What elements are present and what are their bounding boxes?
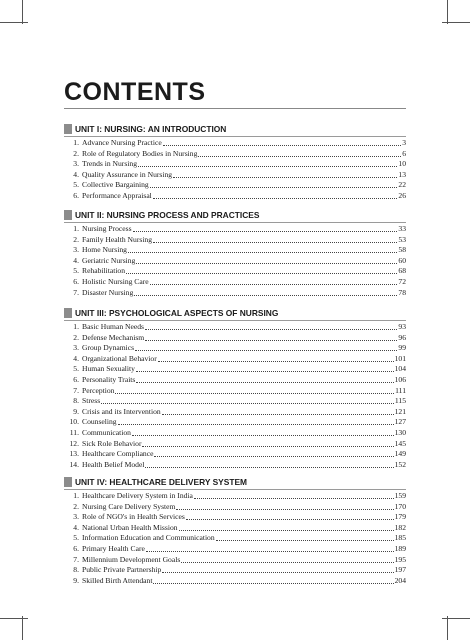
entry-title: Healthcare Delivery System in India: [82, 491, 193, 500]
unit-title: UNIT I: NURSING: AN INTRODUCTION: [75, 124, 227, 134]
entry-title: Sick Role Behavior: [82, 438, 142, 448]
toc-entry[interactable]: [64, 502, 406, 513]
toc-entry[interactable]: [64, 449, 406, 460]
entry-page-number: 159: [394, 491, 406, 500]
entry-title: Primary Health Care: [82, 544, 145, 553]
toc-entry[interactable]: [64, 523, 406, 534]
dot-leader: [142, 439, 393, 447]
crop-mark-top-right-v: [447, 0, 448, 24]
dot-leader: [153, 576, 393, 584]
entry-title: Trends in Nursing: [82, 159, 137, 169]
entry-number: 1.: [73, 138, 79, 147]
entry-page-number: 93: [398, 322, 406, 331]
entry-page-number: 121: [394, 406, 406, 416]
entry-number: 5.: [73, 364, 79, 374]
unit-marker-icon: [64, 210, 72, 220]
dot-leader: [153, 191, 398, 199]
toc-entry[interactable]: [64, 180, 406, 191]
toc-entry[interactable]: [64, 491, 406, 502]
unit-header: [64, 307, 406, 319]
entry-title: Holistic Nursing Care: [82, 277, 149, 286]
entry-title: Disaster Nursing: [82, 287, 134, 297]
dot-leader: [150, 180, 398, 188]
entry-title: Stress: [82, 396, 101, 406]
entry-number: 6.: [73, 375, 79, 384]
entry-title: Counseling: [82, 417, 117, 427]
toc-entry[interactable]: [64, 544, 406, 555]
unit-section: [64, 123, 406, 200]
entry-title: Organizational Behavior: [82, 353, 157, 363]
unit-header: [64, 209, 406, 221]
entry-number: 6.: [73, 277, 79, 286]
dot-leader: [186, 512, 394, 520]
dot-leader: [128, 245, 397, 253]
entry-number: 5.: [73, 266, 79, 276]
unit-header: [64, 476, 406, 488]
entry-page-number: 145: [394, 438, 406, 448]
entry-title: Performance Appraisal: [82, 191, 152, 200]
dot-leader: [150, 277, 398, 285]
toc-entry[interactable]: [64, 565, 406, 576]
unit-marker-icon: [64, 477, 72, 487]
toc-entry[interactable]: [64, 375, 406, 386]
entry-page-number: 26: [398, 191, 406, 200]
toc-entry[interactable]: [64, 417, 406, 428]
entry-page-number: 182: [394, 522, 406, 532]
unit-section: [64, 307, 406, 469]
crop-mark-bottom-left-v: [22, 616, 23, 640]
entry-page-number: 3: [402, 138, 406, 147]
entry-page-number: 127: [394, 417, 406, 427]
entry-number: 4.: [73, 353, 79, 363]
unit-section: [64, 209, 406, 297]
dot-leader: [173, 170, 397, 178]
dot-leader: [136, 375, 393, 383]
entry-page-number: 170: [394, 501, 406, 511]
dot-leader: [138, 159, 397, 167]
dot-leader: [145, 460, 393, 468]
unit-section: [64, 476, 406, 585]
entry-title: Role of Regulatory Bodies in Nursing: [82, 148, 198, 158]
entry-number: 3.: [73, 343, 79, 353]
unit-marker-icon: [64, 124, 72, 134]
entry-number: 13.: [69, 449, 79, 459]
entry-title: Basic Human Needs: [82, 322, 144, 331]
toc-entry[interactable]: [64, 138, 406, 149]
toc-entry[interactable]: [64, 512, 406, 523]
entry-title: Quality Assurance in Nursing: [82, 169, 173, 179]
toc-entry[interactable]: [64, 364, 406, 375]
entry-title: Personality Traits: [82, 375, 136, 384]
entry-title: Skilled Birth Attendant: [82, 575, 153, 585]
toc-entry[interactable]: [64, 386, 406, 397]
dot-leader: [179, 523, 394, 531]
entry-page-number: 60: [398, 255, 406, 265]
entry-title: Defense Mechanism: [82, 332, 145, 342]
entry-page-number: 101: [394, 353, 406, 363]
unit-divider: [64, 136, 406, 137]
entry-title: Nursing Process: [82, 224, 132, 233]
entry-page-number: 78: [398, 287, 406, 297]
toc-entry[interactable]: [64, 245, 406, 256]
entry-page-number: 185: [394, 533, 406, 543]
dot-leader: [134, 288, 397, 296]
entry-title: Rehabilitation: [82, 266, 126, 276]
entry-title: National Urban Health Mission: [82, 522, 178, 532]
entry-number: 8.: [73, 565, 79, 575]
entry-page-number: 6: [402, 148, 406, 158]
entry-page-number: 72: [398, 277, 406, 286]
entry-page-number: 179: [394, 512, 406, 522]
toc-entry[interactable]: [64, 191, 406, 202]
dot-leader: [198, 149, 401, 157]
toc-entry[interactable]: [64, 256, 406, 267]
entry-number: 7.: [73, 385, 79, 395]
entry-number: 2.: [73, 332, 79, 342]
dot-leader: [145, 333, 397, 341]
dot-leader: [194, 491, 394, 499]
crop-mark-top-left-h: [0, 22, 28, 23]
toc-entry[interactable]: [64, 224, 406, 235]
entry-number: 2.: [73, 234, 79, 244]
dot-leader: [216, 533, 394, 541]
entry-number: 1.: [73, 491, 79, 500]
toc-entry[interactable]: [64, 576, 406, 587]
entry-page-number: 68: [398, 266, 406, 276]
entry-title: Advance Nursing Practice: [82, 138, 162, 147]
toc-entry[interactable]: [64, 333, 406, 344]
entry-page-number: 111: [395, 385, 406, 395]
toc-entry[interactable]: [64, 396, 406, 407]
entry-number: 8.: [73, 396, 79, 406]
entry-title: Home Nursing: [82, 245, 127, 255]
crop-mark-bottom-right-v: [447, 616, 448, 640]
entry-page-number: 195: [394, 554, 406, 564]
toc-entry[interactable]: [64, 428, 406, 439]
entry-number: 7.: [73, 554, 79, 564]
entry-page-number: 130: [394, 428, 406, 437]
dot-leader: [163, 138, 401, 146]
entry-number: 6.: [73, 544, 79, 553]
toc-entry[interactable]: [64, 555, 406, 566]
entry-title: Public Private Partnership: [82, 565, 162, 575]
entry-page-number: 104: [394, 364, 406, 374]
entry-number: 11.: [69, 428, 79, 437]
toc-entry[interactable]: [64, 407, 406, 418]
dot-leader: [145, 322, 397, 330]
entry-title: Health Belief Model: [82, 459, 145, 469]
entry-number: 3.: [73, 159, 79, 169]
entry-title: Human Sexuality: [82, 364, 135, 374]
dot-leader: [158, 354, 394, 362]
toc-entry[interactable]: [64, 277, 406, 288]
entry-title: Millennium Development Goals: [82, 554, 181, 564]
toc-entry[interactable]: [64, 460, 406, 471]
entry-number: 1.: [73, 322, 79, 331]
toc-entry[interactable]: [64, 170, 406, 181]
entry-page-number: 189: [394, 544, 406, 553]
page-title: CONTENTS: [64, 78, 206, 106]
unit-divider: [64, 222, 406, 223]
entry-page-number: 22: [398, 180, 406, 190]
toc-entry[interactable]: [64, 533, 406, 544]
toc-entry[interactable]: [64, 354, 406, 365]
dot-leader: [136, 364, 394, 372]
entry-number: 14.: [69, 459, 79, 469]
entry-title: Nursing Care Delivery System: [82, 501, 176, 511]
entry-number: 4.: [73, 255, 79, 265]
entry-number: 6.: [73, 191, 79, 200]
entry-title: Geriatric Nursing: [82, 255, 136, 265]
dot-leader: [115, 386, 394, 394]
dot-leader: [146, 544, 394, 552]
toc-entry[interactable]: [64, 288, 406, 299]
dot-leader: [132, 428, 394, 436]
entry-page-number: 13: [398, 169, 406, 179]
entry-number: 10.: [69, 417, 79, 427]
crop-mark-top-left-v: [22, 0, 23, 24]
dot-leader: [154, 449, 393, 457]
entry-title: Crisis and its Intervention: [82, 406, 161, 416]
toc-entry[interactable]: [64, 266, 406, 277]
title-divider: [64, 108, 406, 109]
entry-number: 3.: [73, 512, 79, 522]
dot-leader: [162, 565, 393, 573]
entry-page-number: 58: [398, 245, 406, 255]
entry-title: Family Health Nursing: [82, 234, 153, 244]
entry-number: 4.: [73, 522, 79, 532]
entry-title: Information Education and Communication: [82, 533, 215, 543]
entry-title: Healthcare Compliance: [82, 449, 154, 459]
dot-leader: [153, 235, 397, 243]
toc-entry[interactable]: [64, 343, 406, 354]
entry-page-number: 96: [398, 332, 406, 342]
toc-entry[interactable]: [64, 159, 406, 170]
entry-number: 1.: [73, 224, 79, 233]
dot-leader: [162, 407, 394, 415]
dot-leader: [181, 555, 393, 563]
entry-page-number: 204: [394, 575, 406, 585]
unit-divider: [64, 320, 406, 321]
toc-entry[interactable]: [64, 235, 406, 246]
entry-number: 9.: [73, 575, 79, 585]
dot-leader: [126, 266, 397, 274]
entry-page-number: 53: [398, 234, 406, 244]
dot-leader: [136, 256, 397, 264]
dot-leader: [133, 224, 398, 232]
dot-leader: [101, 396, 394, 404]
entry-page-number: 106: [394, 375, 406, 384]
entry-number: 4.: [73, 169, 79, 179]
entry-page-number: 115: [394, 396, 406, 406]
unit-header: [64, 123, 406, 135]
entry-number: 2.: [73, 148, 79, 158]
entry-number: 12.: [69, 438, 79, 448]
entry-number: 7.: [73, 287, 79, 297]
unit-marker-icon: [64, 308, 72, 318]
entry-title: Role of NGO's in Health Services: [82, 512, 185, 522]
crop-mark-bottom-left-h: [0, 618, 28, 619]
entry-page-number: 10: [398, 159, 406, 169]
entry-number: 2.: [73, 501, 79, 511]
entry-title: Collective Bargaining: [82, 180, 149, 190]
unit-divider: [64, 489, 406, 490]
entry-title: Perception: [82, 385, 115, 395]
dot-leader: [118, 417, 394, 425]
entry-page-number: 149: [394, 449, 406, 459]
entry-number: 5.: [73, 533, 79, 543]
toc-entry[interactable]: [64, 322, 406, 333]
toc-entry[interactable]: [64, 149, 406, 160]
entry-number: 5.: [73, 180, 79, 190]
unit-title: UNIT III: PSYCHOLOGICAL ASPECTS OF NURSING: [75, 308, 279, 318]
entry-page-number: 33: [398, 224, 406, 233]
entry-page-number: 152: [394, 459, 406, 469]
unit-title: UNIT II: NURSING PROCESS AND PRACTICES: [75, 210, 260, 220]
dot-leader: [176, 502, 393, 510]
entry-page-number: 197: [394, 565, 406, 575]
entry-number: 9.: [73, 406, 79, 416]
entry-title: Communication: [82, 428, 131, 437]
unit-title: UNIT IV: HEALTHCARE DELIVERY SYSTEM: [75, 477, 248, 487]
entry-page-number: 99: [398, 343, 406, 353]
dot-leader: [135, 343, 397, 351]
toc-entry[interactable]: [64, 439, 406, 450]
entry-number: 3.: [73, 245, 79, 255]
entry-title: Group Dynamics: [82, 343, 135, 353]
